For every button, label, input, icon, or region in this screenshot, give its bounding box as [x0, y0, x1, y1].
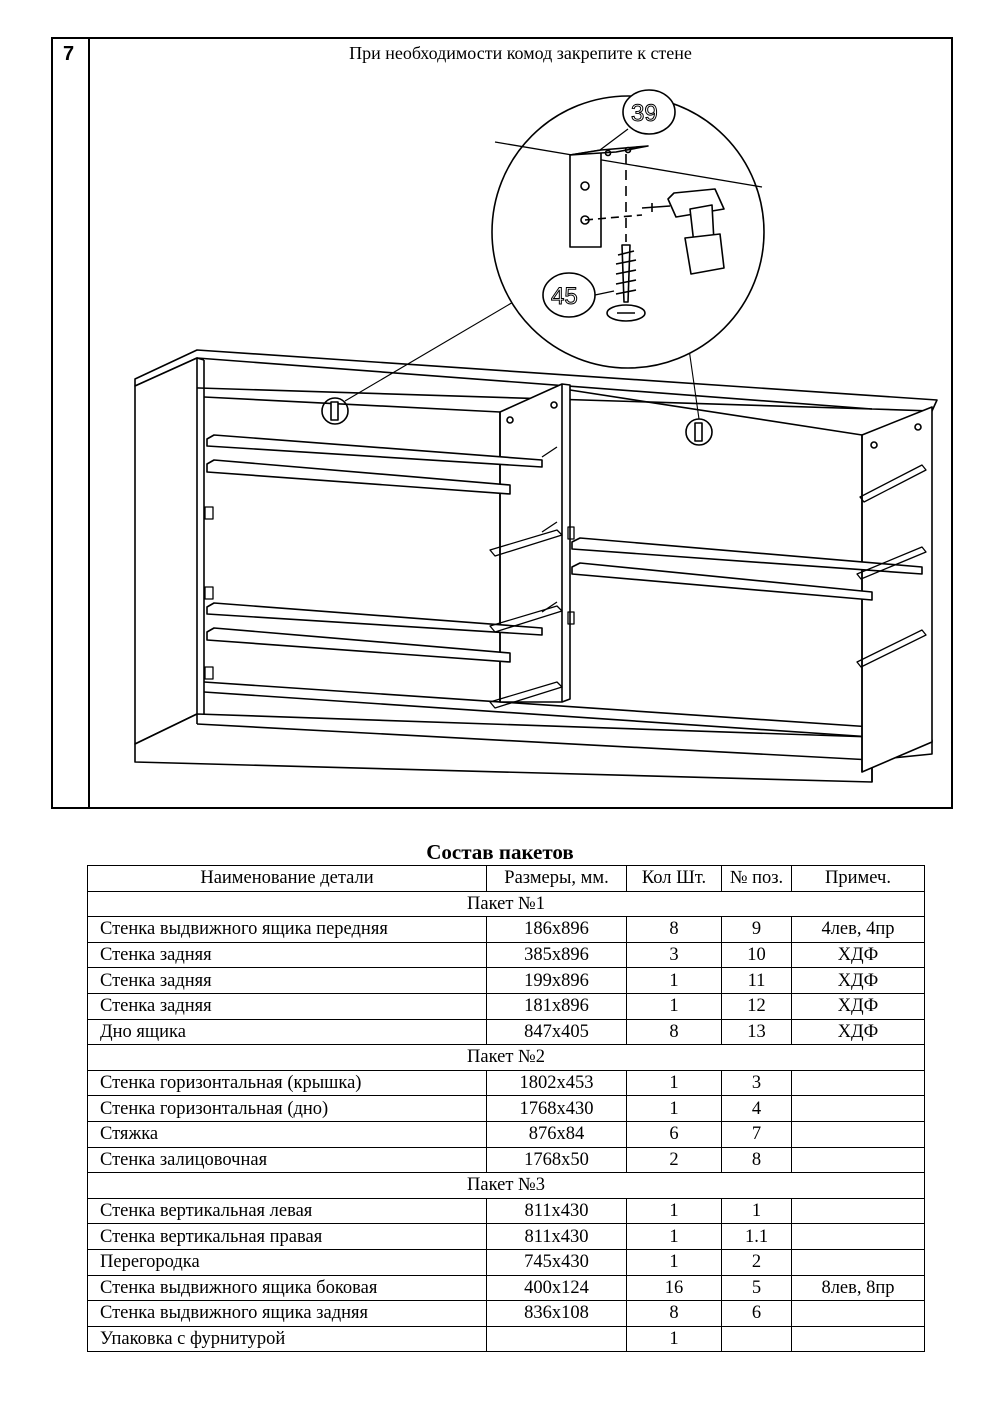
cell-size: 400х124 — [487, 1275, 627, 1301]
cell-size: 181х896 — [487, 993, 627, 1019]
cell-qty: 1 — [627, 993, 722, 1019]
cell-qty: 1 — [627, 1070, 722, 1096]
assembly-step — [51, 37, 953, 809]
cell-size — [487, 1326, 627, 1352]
parts-table-title: Состав пакетов — [426, 840, 574, 864]
cell-size: 1768х430 — [487, 1096, 627, 1122]
cell-note — [792, 1096, 925, 1122]
cell-name: Стенка выдвижного ящика передняя — [88, 917, 487, 943]
parts-table — [87, 865, 925, 1352]
cell-name: Стенка задняя — [88, 942, 487, 968]
cell-note: ХДФ — [792, 968, 925, 994]
cell-pos: 1.1 — [722, 1224, 792, 1250]
package-group-row — [88, 1173, 925, 1199]
cell-size: 847х405 — [487, 1019, 627, 1045]
cell-qty: 8 — [627, 1301, 722, 1327]
table-row — [88, 1275, 925, 1301]
cell-size: 836х108 — [487, 1301, 627, 1327]
cell-pos: 13 — [722, 1019, 792, 1045]
cell-size: 199х896 — [487, 968, 627, 994]
cell-size: 1802х453 — [487, 1070, 627, 1096]
callout-39-label: 39 — [631, 100, 658, 127]
cell-qty: 3 — [627, 942, 722, 968]
cell-name: Перегородка — [88, 1249, 487, 1275]
cell-size: 811х430 — [487, 1224, 627, 1250]
cell-qty: 16 — [627, 1275, 722, 1301]
cell-pos: 4 — [722, 1096, 792, 1122]
col-header-qty: Кол Шт. — [627, 866, 722, 892]
package-group-row — [88, 1045, 925, 1071]
angle-bracket — [570, 150, 601, 247]
package-group-label: Пакет №2 — [88, 1045, 925, 1071]
cell-qty: 1 — [627, 1249, 722, 1275]
cell-name: Стенка горизонтальная (дно) — [88, 1096, 487, 1122]
package-group-row — [88, 891, 925, 917]
cell-pos: 2 — [722, 1249, 792, 1275]
cell-name: Стенка выдвижного ящика задняя — [88, 1301, 487, 1327]
table-row — [88, 1224, 925, 1250]
cell-qty: 6 — [627, 1121, 722, 1147]
assembly-drawing — [53, 39, 951, 807]
table-row — [88, 1198, 925, 1224]
cell-name: Стенка горизонтальная (крышка) — [88, 1070, 487, 1096]
cell-pos: 11 — [722, 968, 792, 994]
cell-qty: 1 — [627, 1198, 722, 1224]
cell-name: Стенка задняя — [88, 968, 487, 994]
cell-pos: 9 — [722, 917, 792, 943]
cell-qty: 1 — [627, 1096, 722, 1122]
table-row — [88, 968, 925, 994]
table-row — [88, 993, 925, 1019]
col-header-size: Размеры, мм. — [487, 866, 627, 892]
cell-size: 186х896 — [487, 917, 627, 943]
col-header-name: Наименование детали — [88, 866, 487, 892]
cell-qty: 1 — [627, 1224, 722, 1250]
cell-note — [792, 1249, 925, 1275]
cell-note — [792, 1224, 925, 1250]
cell-note: ХДФ — [792, 942, 925, 968]
cell-note — [792, 1121, 925, 1147]
cell-pos: 1 — [722, 1198, 792, 1224]
chest-right-side — [862, 407, 932, 772]
cell-size: 745х430 — [487, 1249, 627, 1275]
cell-qty: 8 — [627, 917, 722, 943]
cell-note — [792, 1301, 925, 1327]
table-row — [88, 917, 925, 943]
cell-qty: 1 — [627, 968, 722, 994]
chest-left-side — [135, 358, 197, 744]
cell-name: Дно ящика — [88, 1019, 487, 1045]
cell-qty: 8 — [627, 1019, 722, 1045]
table-row — [88, 1121, 925, 1147]
cell-note — [792, 1326, 925, 1352]
cell-size: 1768х50 — [487, 1147, 627, 1173]
detail-magnifier — [492, 96, 764, 368]
cell-name: Стенка залицовочная — [88, 1147, 487, 1173]
cell-size: 811х430 — [487, 1198, 627, 1224]
table-row — [88, 1326, 925, 1352]
cell-note — [792, 1198, 925, 1224]
table-row — [88, 1096, 925, 1122]
package-group-label: Пакет №3 — [88, 1173, 925, 1199]
chest-bottom-panel — [135, 714, 932, 782]
cell-pos: 7 — [722, 1121, 792, 1147]
col-header-pos: № поз. — [722, 866, 792, 892]
parts-table-body — [88, 891, 925, 1352]
table-row — [88, 942, 925, 968]
cell-pos: 6 — [722, 1301, 792, 1327]
cell-name: Стенка вертикальная правая — [88, 1224, 487, 1250]
cell-pos — [722, 1326, 792, 1352]
cell-name: Упаковка с фурнитурой — [88, 1326, 487, 1352]
table-row — [88, 1147, 925, 1173]
cell-size: 876х84 — [487, 1121, 627, 1147]
table-row — [88, 1249, 925, 1275]
cell-name: Стенка задняя — [88, 993, 487, 1019]
step-title: При необходимости комод закрепите к стене — [349, 43, 692, 63]
cell-name: Стенка выдвижного ящика боковая — [88, 1275, 487, 1301]
callout-45-label: 45 — [551, 283, 578, 310]
cell-note — [792, 1147, 925, 1173]
cell-note: ХДФ — [792, 993, 925, 1019]
cell-note: ХДФ — [792, 1019, 925, 1045]
table-row — [88, 1070, 925, 1096]
table-row — [88, 1019, 925, 1045]
cell-pos: 10 — [722, 942, 792, 968]
cell-note: 4лев, 4пр — [792, 917, 925, 943]
cell-note — [792, 1070, 925, 1096]
cell-pos: 12 — [722, 993, 792, 1019]
cell-qty: 2 — [627, 1147, 722, 1173]
cell-name: Стенка вертикальная левая — [88, 1198, 487, 1224]
table-row — [88, 1301, 925, 1327]
cell-name: Стяжка — [88, 1121, 487, 1147]
package-group-label: Пакет №1 — [88, 891, 925, 917]
cell-pos: 5 — [722, 1275, 792, 1301]
cell-qty: 1 — [627, 1326, 722, 1352]
step-number: 7 — [63, 43, 75, 65]
table-header-row — [88, 866, 925, 892]
cell-note: 8лев, 8пр — [792, 1275, 925, 1301]
cell-size: 385х896 — [487, 942, 627, 968]
col-header-note: Примеч. — [792, 866, 925, 892]
cell-pos: 3 — [722, 1070, 792, 1096]
cell-pos: 8 — [722, 1147, 792, 1173]
